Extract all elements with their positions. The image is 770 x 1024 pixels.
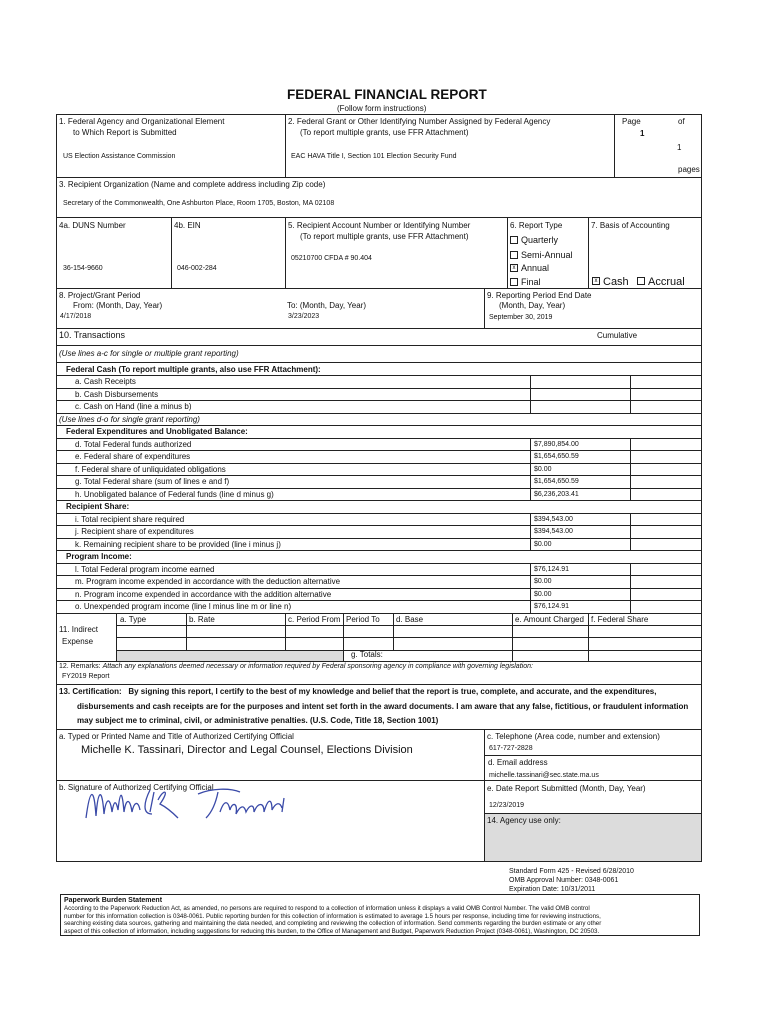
duns-value: 36-154-9660 [63, 265, 103, 272]
indirect-label: 11. Indirect [59, 625, 98, 634]
cumulative-label: Cumulative [597, 331, 638, 340]
report-type-quarterly[interactable]: Quarterly [510, 236, 558, 245]
box8-label: 8. Project/Grant Period [59, 291, 141, 300]
grant-number-value: EAC HAVA Title I, Section 101 Election Security Fund [291, 153, 457, 160]
federal-agency-value: US Election Assistance Commission [63, 153, 176, 160]
transaction-line-label: m. Program income expended in accordance with the deduction alternative [75, 577, 341, 586]
transaction-line-label: d. Total Federal funds authorized [75, 439, 192, 449]
remarks-value: FY2019 Report [62, 673, 110, 680]
box6-label: 6. Report Type [510, 221, 563, 230]
agency-use-label: 14. Agency use only: [487, 816, 561, 825]
certifier-name-label: a. Typed or Printed Name and Title of Authorized Certifying Official [59, 732, 294, 741]
transaction-line-value: $7,890,854.00 [534, 440, 579, 448]
from-date-value: 4/17/2018 [60, 313, 92, 320]
account-number-value: 05210700 CFDA # 90.404 [291, 255, 372, 262]
indirect-col-header: Period To [346, 615, 380, 624]
checkbox-checked-icon: x [510, 264, 518, 272]
checkbox-checked-icon: x [592, 277, 600, 285]
indirect-col-header: a. Type [120, 615, 147, 624]
transaction-line-value: $394,543.00 [534, 515, 573, 523]
indirect-col-header: f. Federal Share [591, 615, 649, 624]
pages-label: pages [678, 165, 700, 174]
box1-label-2: to Which Report is Submitted [73, 128, 177, 137]
certification-line-1: 13. Certification: By signing this report, I certify to the best of my knowledge and belief that the report is true, complete, and accurate, and the expenditures, [59, 687, 657, 696]
report-type-final[interactable]: Final [510, 278, 541, 287]
transaction-line-value: $0.00 [534, 590, 552, 598]
omb-approval: OMB Approval Number: 0348-0061 [509, 877, 619, 884]
form-title: FEDERAL FINANCIAL REPORT [287, 87, 487, 102]
box5-label-2: (To report multiple grants, use FFR Attachment) [300, 232, 469, 241]
email-label: d. Email address [488, 758, 548, 767]
basis-accrual[interactable]: Accrual [637, 277, 685, 288]
transaction-line-label: n. Program income expended in accordance with the addition alternative [75, 589, 332, 599]
date-submitted-label: e. Date Report Submitted (Month, Day, Year) [487, 784, 646, 793]
transaction-line-label: k. Remaining recipient share to be provided (line i minus j) [75, 539, 281, 549]
form-subtitle: (Follow form instructions) [337, 104, 427, 113]
indirect-col-header: e. Amount Charged [515, 615, 584, 624]
report-type-annual[interactable]: x Annual [510, 264, 549, 273]
transaction-line-label: o. Unexpended program income (line l minus line m or line n) [75, 602, 292, 611]
signature-label: b. Signature of Authorized Certifying Official [59, 783, 214, 792]
to-date-value: 3/23/2023 [288, 313, 320, 320]
box4a-label: 4a. DUNS Number [59, 221, 126, 230]
checkbox-icon [637, 277, 645, 285]
transaction-line-label: i. Total recipient share required [75, 514, 185, 524]
totals-label: g. Totals: [351, 650, 383, 659]
fed-expenditures-heading: Federal Expenditures and Unobligated Balance: [66, 427, 248, 436]
transaction-line-value: $76,124.91 [534, 603, 570, 610]
expiration-date: Expiration Date: 10/31/2011 [509, 886, 596, 893]
box7-label: 7. Basis of Accounting [591, 221, 670, 230]
transaction-line-value: $0.00 [534, 578, 552, 585]
paperwork-line-3: searching existing data sources, gathering and maintaining the data needed, and completing and reviewing the collection of information. Send comments regarding the burden estimate or any other [64, 920, 602, 927]
transaction-line-label: j. Recipient share of expenditures [75, 527, 194, 536]
checkbox-icon [510, 251, 518, 259]
transaction-line-label: c. Cash on Hand (line a minus b) [75, 402, 192, 411]
period-end-value: September 30, 2019 [489, 314, 553, 321]
transactions-label: 10. Transactions [59, 330, 126, 340]
indirect-col-header: d. Base [396, 615, 424, 624]
box2-label-2: (To report multiple grants, use FFR Attachment) [300, 128, 469, 137]
transaction-line-value: $6,236,203.41 [534, 490, 579, 498]
ein-value: 046-002-284 [177, 265, 217, 272]
recipient-organization-value: Secretary of the Commonwealth, One Ashburton Place, Room 1705, Boston, MA 02108 [63, 200, 335, 207]
certification-line-3: may subject me to criminal, civil, or administrative penalties. (U.S. Code, Title 18, Section 1001) [77, 716, 439, 725]
checkbox-icon [510, 278, 518, 286]
paperwork-line-4: aspect of this collection of information, including suggestions for reducing this burden, to the Office of Management and Budget, Paperwork Reduction Project (0348-0061), Washington, DC 20503. [64, 927, 600, 935]
of-label: of [678, 117, 685, 126]
paperwork-title: Paperwork Burden Statement [64, 897, 163, 904]
transaction-line-value: $0.00 [534, 540, 552, 548]
box1-label: 1. Federal Agency and Organizational Element [59, 117, 225, 126]
handwritten-signature [80, 778, 300, 824]
indirect-col-header: b. Rate [189, 615, 215, 624]
transaction-line-value: $76,124.91 [534, 565, 570, 573]
note-lines-d-o: (Use lines d-o for single grant reporting) [59, 414, 200, 424]
page-label: Page [622, 117, 641, 126]
report-type-semiannual[interactable]: Semi-Annual [510, 251, 573, 260]
shaded-cell [117, 651, 343, 661]
box2-label: 2. Federal Grant or Other Identifying Number Assigned by Federal Agency [288, 117, 551, 126]
transaction-line-label: h. Unobligated balance of Federal funds (line d minus g) [75, 489, 274, 499]
federal-cash-heading: Federal Cash (To report multiple grants, also use FFR Attachment): [66, 365, 321, 374]
date-submitted-value: 12/23/2019 [489, 802, 525, 809]
box3-label: 3. Recipient Organization (Name and complete address including Zip code) [59, 180, 326, 189]
box9-label-2: (Month, Day, Year) [499, 301, 566, 310]
remarks-row: 12. Remarks: Attach any explanations deemed necessary or information required by Federal sponsoring agency in compliance with governing legislation: [59, 663, 533, 670]
form-number: Standard Form 425 - Revised 6/28/2010 [509, 868, 634, 875]
transaction-line-value: $1,654,650.59 [534, 478, 579, 485]
to-label: To: (Month, Day, Year) [287, 301, 366, 310]
note-lines-a-c: (Use lines a-c for single or multiple grant reporting) [59, 349, 239, 358]
email-value: michelle.tassinari@sec.state.ma.us [489, 772, 599, 779]
box4b-label: 4b. EIN [174, 221, 201, 230]
basis-cash[interactable]: x Cash [592, 277, 629, 288]
phone-label: c. Telephone (Area code, number and extension) [487, 732, 660, 741]
certifier-name-value: Michelle K. Tassinari, Director and Legal Counsel, Elections Division [81, 744, 413, 756]
page-number: 1 [640, 129, 645, 138]
program-income-heading: Program Income: [66, 552, 132, 561]
transaction-line-label: l. Total Federal program income earned [75, 564, 215, 574]
paperwork-line-2: number for this information collection is 0348-0061. Public reporting burden for this collection of information is estimated to average 1.5 hours per response, including time for reviewing instructions, [64, 912, 601, 920]
indirect-label-2: Expense [62, 637, 94, 646]
transaction-line-label: b. Cash Disbursements [75, 389, 159, 399]
transaction-line-value: $394,543.00 [534, 528, 573, 535]
transaction-line-label: e. Federal share of expenditures [75, 452, 191, 461]
certification-line-2: disbursements and cash receipts are for the purposes and intent set forth in the award documents. I am aware that any false, fictitious, or fraudulent information [77, 702, 689, 711]
checkbox-icon [510, 236, 518, 244]
transaction-line-label: f. Federal share of unliquidated obligations [75, 464, 226, 474]
box5-label: 5. Recipient Account Number or Identifying Number [288, 221, 471, 230]
box9-label: 9. Reporting Period End Date [487, 291, 592, 300]
transaction-line-label: a. Cash Receipts [75, 377, 136, 386]
page-total: 1 [677, 143, 682, 152]
paperwork-line-1: According to the Paperwork Reduction Act, as amended, no persons are required to respond to a collection of information unless it displays a valid OMB Control Number. The valid OMB control [64, 905, 590, 912]
from-label: From: (Month, Day, Year) [73, 301, 163, 310]
recipient-share-heading: Recipient Share: [66, 502, 130, 511]
transaction-line-value: $0.00 [534, 465, 552, 473]
phone-value: 617-727-2828 [489, 745, 533, 752]
transaction-line-label: g. Total Federal share (sum of lines e and f) [75, 477, 230, 486]
indirect-col-header: c. Period From [288, 615, 341, 624]
transaction-line-value: $1,654,650.59 [534, 453, 579, 460]
